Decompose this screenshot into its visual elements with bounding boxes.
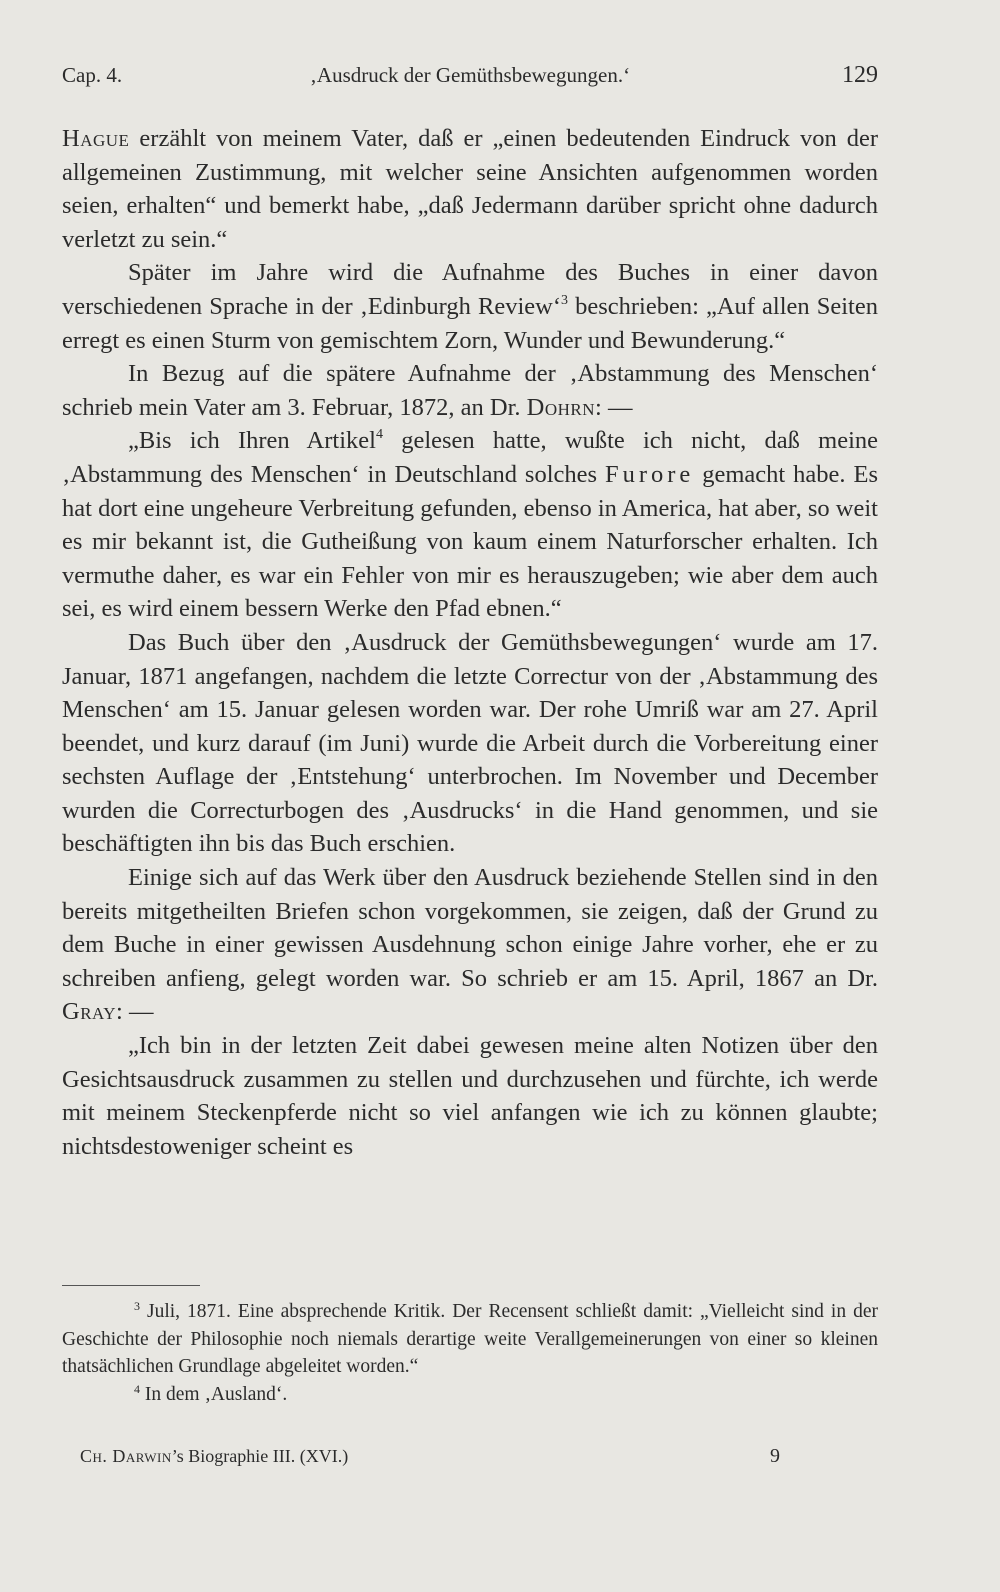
spaced-emphasis: Furore — [604, 460, 695, 488]
person-name: Hague — [62, 125, 130, 152]
running-title: ‚Ausdruck der Gemüthsbewegungen.‘ — [309, 63, 631, 87]
paragraph-text: gemacht habe. Es hat dort eine ungeheure Verbreitung gefunden, ebenso in America, hat aber, so weit es mir bekannt ist, die Gutheißung von kaum einem Naturforscher erhalten. Ich vermuthe daher, es war ein Fehler von mir es herauszugeben; wie aber dem auch sei, es wird einem bessern Werke den Pfad ebnen.“ — [62, 460, 878, 623]
paragraph-7-quote — [62, 1029, 878, 1163]
paragraph-5 — [62, 626, 878, 861]
footnote-text: Juli, 1871. Eine absprechende Kritik. Der Recensent schließt damit: „Vielleicht sind in der Geschichte der Philosophie noch niemals derartige weite Verallgemeinerungen von einer so kleinen thatsächlichen Grundlage abgeleitet worden.“ — [62, 1301, 878, 1378]
author-name: Ch. Darwin — [80, 1446, 172, 1466]
footnote-ref-4: 4 — [375, 427, 383, 443]
footnote-4 — [62, 1381, 878, 1409]
footnote-text: In dem ‚Ausland‘. — [140, 1383, 288, 1405]
running-header — [62, 58, 878, 92]
paragraph-text: Später im Jahre wird die Aufnahme des Buches in einer davon verschiedenen Sprache in der ‚Edinburgh Review‘ — [62, 259, 878, 320]
footnote-3 — [62, 1298, 878, 1381]
paragraph-text: : — — [595, 393, 633, 421]
paragraph-2 — [62, 256, 878, 357]
paragraph-text: „Bis ich Ihren Artikel — [128, 427, 376, 455]
paragraph-text: „Ich bin in der letzten Zeit dabei gewesen meine alten Notizen über den Gesichtsausdruck zusammen zu stellen und durchzusehen und fürchte, ich werde mit meinem Steckenpferde nicht so viel anfangen wie ich zu können glaubte; nichtsdestoweniger scheint es — [62, 1032, 878, 1160]
paragraph-text: erzählt von meinem Vater, daß er „einen bedeutenden Eindruck von der allgemeinen Zustimmung, mit welcher seine Ansichten aufgenommen worden seien, erhalten“ und bemerkt habe, „daß Jedermann darüber spricht ohne dadurch verletzt zu sein.“ — [62, 125, 878, 253]
person-name: Dohrn — [526, 393, 596, 421]
paragraph-text: Das Buch über den ‚Ausdruck der Gemüthsbewegungen‘ wurde am 17. Januar, 1871 angefangen, nachdem die letzte Correctur von der ‚Abstammung des Menschen‘ am 15. Januar gelesen worden war. Der rohe Umriß war am 27. April beendet, und kurz darauf (im Juni) wurde die Arbeit durch die Vorbereitung einer sechsten Auflage der ‚Entstehung‘ unterbrochen. Im November und December wurden die Correcturbogen des ‚Ausdrucks‘ in die Hand genommen, und sie beschäftigten ihn bis das Buch erschien. — [62, 628, 878, 858]
bottom-line — [80, 1444, 878, 1468]
footnotes — [62, 1298, 878, 1408]
person-name: Gray — [62, 998, 117, 1026]
book-title — [80, 1446, 348, 1466]
footnote-marker: 4 — [134, 1381, 140, 1396]
paragraph-1 — [62, 122, 878, 256]
chapter-label: Cap. 4. — [62, 63, 123, 87]
paragraph-text: : — — [116, 998, 154, 1026]
paragraph-text: gelesen hatte, wußte ich nicht, daß meine ‚Abstammung des Menschen‘ in Deutschland solches — [62, 427, 878, 488]
title-rest: ’s Biographie III. (XVI.) — [171, 1446, 349, 1466]
main-text — [62, 122, 878, 1163]
signature-mark: 9 — [770, 1445, 780, 1467]
page-number: 129 — [842, 62, 878, 88]
footnote-divider — [62, 1285, 200, 1286]
footnote-marker: 3 — [134, 1299, 140, 1313]
paragraph-text: In Bezug auf die spätere Aufnahme der ‚Abstammung des Menschen‘ schrieb mein Vater am 3. Februar, 1872, an Dr. — [62, 360, 878, 421]
paragraph-text: Einige sich auf das Werk über den Ausdruck beziehende Stellen sind in den bereits mitgetheilten Briefen schon vorgekommen, sie zeigen, daß der Grund zu dem Buche in einer gewissen Ausdehnung schon einige Jahre vorher, ehe er zu schreiben anfieng, gelegt worden war. So schrieb er am 15. April, 1867 an Dr. — [62, 864, 878, 992]
paragraph-4-quote — [62, 424, 878, 626]
paragraph-3 — [62, 357, 878, 424]
footnote-ref-3: 3 — [560, 292, 568, 308]
paragraph-text: beschrieben: „Auf allen Seiten erregt es einen Sturm von gemischtem Zorn, Wunder und Bewunderung.“ — [62, 292, 878, 354]
paragraph-6 — [62, 861, 878, 1029]
